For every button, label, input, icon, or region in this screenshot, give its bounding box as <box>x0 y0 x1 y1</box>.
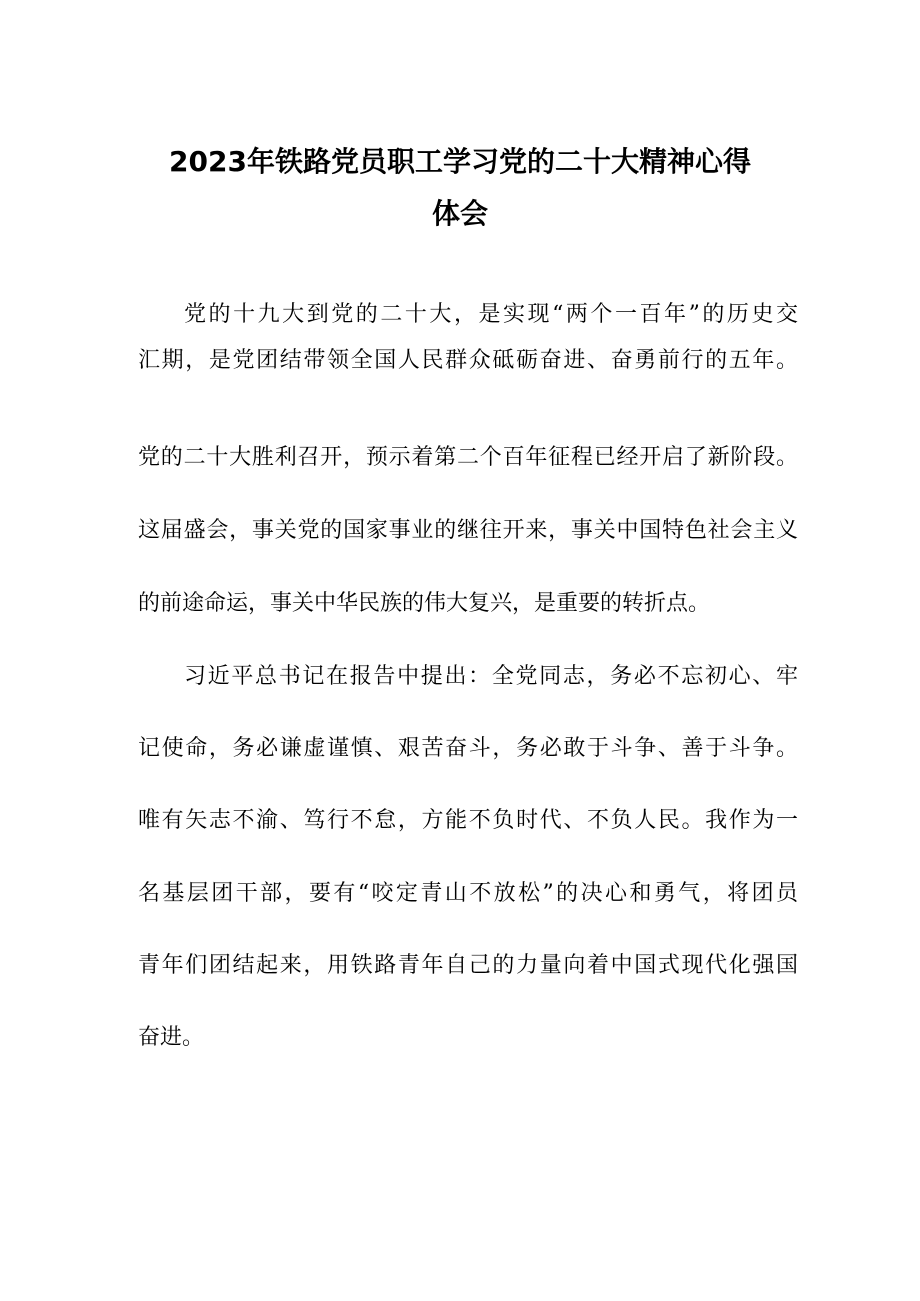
paragraph-2-line-6: 奋进。 <box>138 1025 205 1050</box>
paragraph-1-line-3: 党的二十大胜利召开，预示着第二个百年征程已经开启了新阶段。 <box>138 445 798 470</box>
paragraph-2-line-3: 唯有矢志不渝、笃行不怠，方能不负时代、不负人民。我作为一 <box>138 808 798 833</box>
paragraph-2-line-2: 记使命，务必谦虚谨慎、艰苦奋斗，务必敢于斗争、善于斗争。 <box>138 736 798 761</box>
paragraph-2-line-1: 习近平总书记在报告中提出：全党同志，务必不忘初心、牢 <box>184 664 798 689</box>
paragraph-1-line-1: 党的十九大到党的二十大，是实现“两个一百年”的历史交 <box>184 302 798 327</box>
document-title-line-1: 2023年铁路党员职工学习党的二十大精神心得 <box>169 145 751 178</box>
paragraph-1-line-5: 的前途命运，事关中华民族的伟大复兴，是重要的转折点。 <box>138 591 711 616</box>
paragraph-2-line-5: 青年们团结起来，用铁路青年自己的力量向着中国式现代化强国 <box>138 953 798 978</box>
paragraph-1-line-2: 汇期，是党团结带领全国人民群众砥砺奋进、奋勇前行的五年。 <box>138 348 798 373</box>
paragraph-1-line-4: 这届盛会，事关党的国家事业的继往开来，事关中国特色社会主义 <box>138 518 798 543</box>
document-title-line-2: 体会 <box>431 197 488 230</box>
paragraph-2-line-4: 名基层团干部，要有“咬定青山不放松”的决心和勇气，将团员 <box>138 881 798 906</box>
